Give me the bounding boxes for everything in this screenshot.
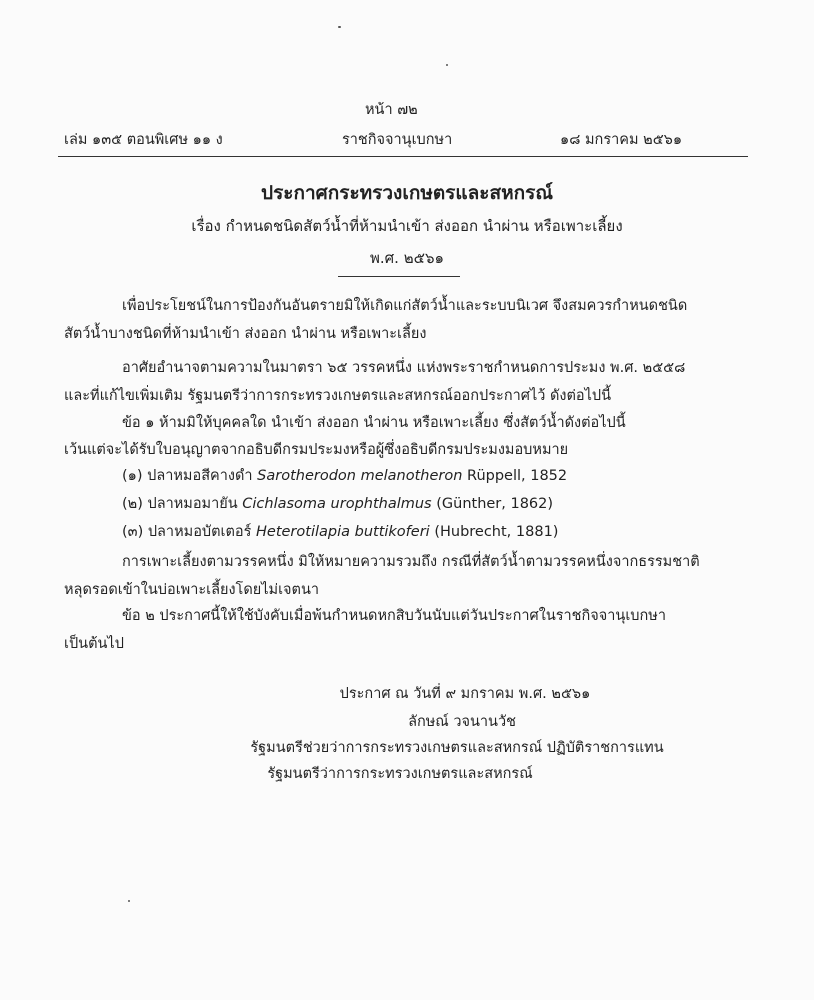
page-number: หน้า ๗๒: [365, 102, 418, 118]
announcement-date: ประกาศ ณ วันที่ ๙ มกราคม พ.ศ. ๒๕๖๑: [339, 686, 591, 702]
paragraph-2-line-2: และที่แก้ไขเพิ่มเติม รัฐมนตรีว่าการกระทรวงเกษตรและสหกรณ์ออกประกาศไว้ ดังต่อไปนี้: [64, 388, 612, 404]
clause-1-line-1: ข้อ ๑ ห้ามมิให้บุคคลใด นำเข้า ส่งออก นำผ่าน หรือเพาะเลี้ยง ซึ่งสัตว์น้ำดังต่อไปนี้: [122, 415, 626, 431]
species-author: Rüppell, 1852: [467, 468, 568, 484]
scan-speck: [338, 26, 341, 28]
scan-speck: [446, 64, 448, 66]
paragraph-1-line-2: สัตว์น้ำบางชนิดที่ห้ามนำเข้า ส่งออก นำผ่าน หรือเพาะเลี้ยง: [64, 326, 427, 342]
paragraph-3-line-2: หลุดรอดเข้าในบ่อเพาะเลี้ยงโดยไม่เจตนา: [64, 582, 320, 598]
species-number: (๒): [122, 496, 143, 512]
species-item: [122, 464, 567, 487]
paragraph-2-line-1: อาศัยอำนาจตามความในมาตรา ๖๕ วรรคหนึ่ง แห่งพระราชกำหนดการประมง พ.ศ. ๒๕๕๘: [122, 360, 686, 376]
paragraph-1-line-1: เพื่อประโยชน์ในการป้องกันอันตรายมิให้เกิดแก่สัตว์น้ำและระบบนิเวศ จึงสมควรกำหนดชนิด: [122, 298, 688, 314]
announcement-subject: เรื่อง กำหนดชนิดสัตว์น้ำที่ห้ามนำเข้า ส่งออก นำผ่าน หรือเพาะเลี้ยง: [191, 217, 623, 235]
signatory-position-1: รัฐมนตรีช่วยว่าการกระทรวงเกษตรและสหกรณ์ ปฏิบัติราชการแทน: [250, 740, 664, 756]
species-scientific-name: Heterotilapia buttikoferi: [256, 524, 430, 540]
species-scientific-name: Sarotherodon melanotheron: [257, 468, 463, 484]
paragraph-3-line-1: การเพาะเลี้ยงตามวรรคหนึ่ง มิให้หมายความรวมถึง กรณีที่สัตว์น้ำตามวรรคหนึ่งจากธรรมชาติ: [122, 554, 700, 570]
announcement-title: ประกาศกระทรวงเกษตรและสหกรณ์: [261, 182, 553, 204]
volume-info: เล่ม ๑๓๕ ตอนพิเศษ ๑๑ ง: [64, 132, 223, 148]
clause-2-line-1: ข้อ ๒ ประกาศนี้ให้ใช้บังคับเมื่อพ้นกำหนดหกสิบวันนับแต่วันประกาศในราชกิจจานุเบกษา: [122, 608, 666, 624]
title-underline: [338, 276, 460, 277]
species-author: (Hubrecht, 1881): [434, 524, 559, 540]
species-scientific-name: Cichlasoma urophthalmus: [242, 496, 432, 512]
announcement-year: พ.ศ. ๒๕๖๑: [370, 249, 444, 267]
clause-1-line-2: เว้นแต่จะได้รับใบอนุญาตจากอธิบดีกรมประมงหรือผู้ซึ่งอธิบดีกรมประมงมอบหมาย: [64, 442, 569, 458]
species-number: (๓): [122, 524, 144, 540]
signatory-name: ลักษณ์ วจนานวัช: [408, 714, 516, 730]
scan-speck: [128, 900, 130, 902]
species-thai-name: ปลาหมอสีคางดำ: [147, 468, 253, 484]
header-divider: [58, 156, 748, 157]
species-author: (Günther, 1862): [436, 496, 554, 512]
species-thai-name: ปลาหมอมายัน: [147, 496, 238, 512]
species-item: [122, 520, 558, 543]
signatory-position-2: รัฐมนตรีว่าการกระทรวงเกษตรและสหกรณ์: [267, 766, 533, 782]
issue-date: ๑๘ มกราคม ๒๕๖๑: [560, 132, 683, 148]
gazette-name: ราชกิจจานุเบกษา: [342, 132, 453, 148]
species-thai-name: ปลาหมอบัตเตอร์: [147, 524, 252, 540]
species-item: [122, 492, 553, 515]
species-number: (๑): [122, 468, 143, 484]
clause-2-line-2: เป็นต้นไป: [64, 636, 124, 652]
